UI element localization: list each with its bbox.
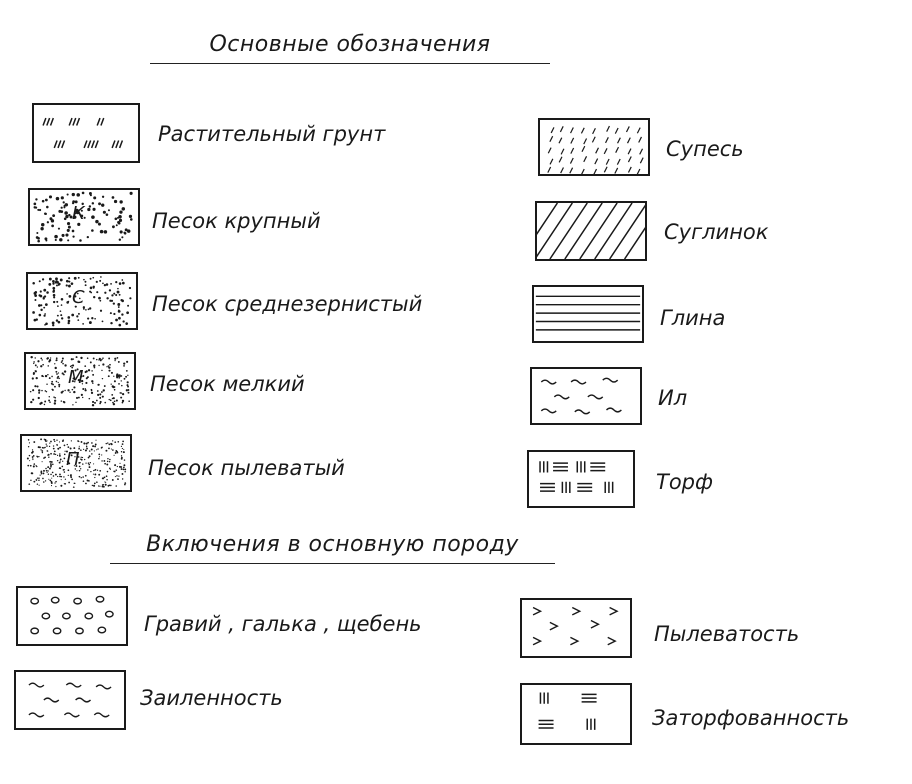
silt-label: Ил xyxy=(658,386,688,410)
medium-sand-letter: С xyxy=(72,287,85,308)
silt-swatch xyxy=(530,367,642,425)
siltation-label: Заиленность xyxy=(140,686,283,710)
fine-sand-label: Песок мелкий xyxy=(150,372,305,396)
loam-swatch xyxy=(535,201,647,261)
fine-sand-letter: М xyxy=(68,367,84,388)
peat-inclusion-swatch xyxy=(520,683,632,745)
dustiness-swatch xyxy=(520,598,632,658)
gravel-swatch xyxy=(16,586,128,646)
siltation-swatch xyxy=(14,670,126,730)
loam-label: Суглинок xyxy=(664,220,769,244)
coarse-sand-letter: К xyxy=(72,203,85,224)
silty-sand-letter: П xyxy=(66,449,80,470)
peat-swatch xyxy=(527,450,635,508)
sandy-loam-label: Супесь xyxy=(666,137,744,161)
dustiness-label: Пылеватость xyxy=(654,622,800,646)
gravel-label: Гравий , галька , щебень xyxy=(144,612,422,636)
clay-swatch xyxy=(532,285,644,343)
medium-sand-label: Песок среднезернистый xyxy=(152,292,423,316)
plant-soil-swatch xyxy=(32,103,140,163)
plant-soil-label: Растительный грунт xyxy=(158,122,386,146)
clay-label: Глина xyxy=(660,306,726,330)
main-legend-heading: Основные обозначения xyxy=(150,32,550,64)
inclusions-heading: Включения в основную породу xyxy=(110,532,555,564)
coarse-sand-label: Песок крупный xyxy=(152,209,321,233)
peat-inclusion-label: Заторфованность xyxy=(652,706,850,730)
silty-sand-label: Песок пылеватый xyxy=(148,456,345,480)
sandy-loam-swatch xyxy=(538,118,650,176)
peat-label: Торф xyxy=(656,470,713,494)
